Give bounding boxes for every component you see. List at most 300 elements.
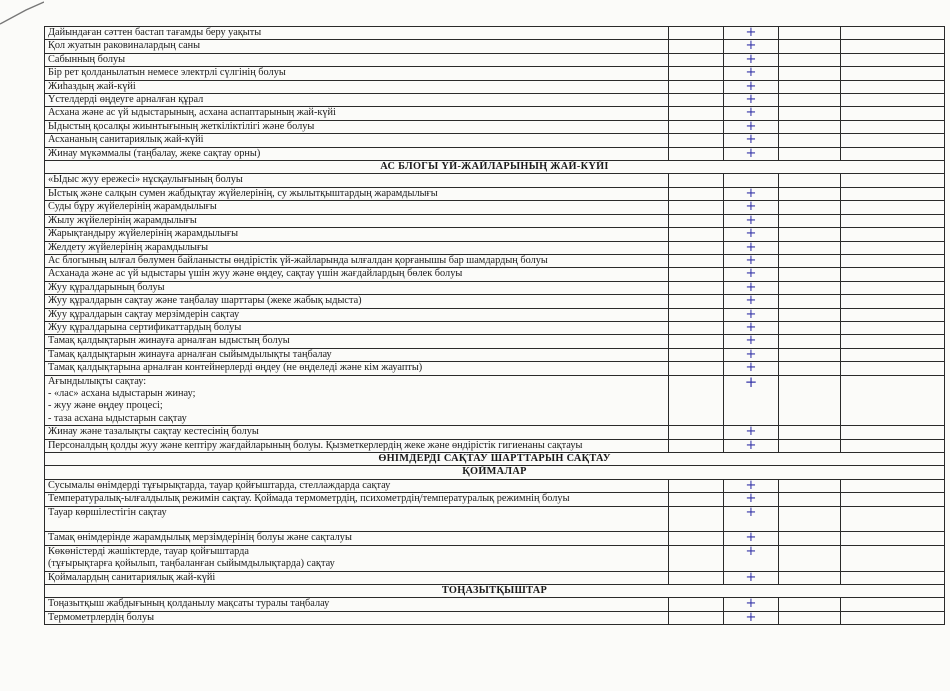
handwritten-plus-mark: +: [745, 294, 757, 309]
column-c-cell: [779, 201, 841, 214]
criterion-cell: [45, 268, 669, 281]
checklist-row: [45, 493, 945, 506]
criterion-text: Тамақ қалдықтарына арналған контейнерлерді өңдеу (не өңделеді және кім жауапты): [48, 362, 423, 374]
criterion-text: Дайындаған сәттен бастап тағамды беру уақыты: [48, 27, 262, 38]
column-d-cell: [841, 375, 945, 426]
column-d-cell: [841, 241, 945, 254]
handwritten-plus-mark: +: [745, 425, 757, 440]
column-d-cell: [841, 479, 945, 492]
checklist-row: [45, 321, 945, 334]
handwritten-plus-mark: +: [744, 375, 758, 391]
checklist-row: [45, 281, 945, 294]
section-title: ТОҢАЗЫТҚЫШТАР: [45, 585, 945, 598]
column-a-cell: [669, 426, 724, 439]
checklist-row: [45, 214, 945, 227]
column-a-cell: [669, 295, 724, 308]
compliance-mark-cell: [724, 94, 779, 107]
column-c-cell: [779, 375, 841, 426]
criterion-cell: [45, 187, 669, 200]
column-d-cell: [841, 27, 945, 40]
checklist-row: [45, 228, 945, 241]
criterion-text: Үстелдерді өңдеуге арналған құрал: [48, 94, 204, 106]
criterion-text: Температуралық-ылғалдылық режимін сақтау. Қоймада термометрдің, психометрдің/температуралық режимнің болуы: [48, 493, 570, 505]
compliance-mark-cell: [724, 201, 779, 214]
column-c-cell: [779, 611, 841, 624]
column-a-cell: [669, 241, 724, 254]
column-d-cell: [841, 228, 945, 241]
column-a-cell: [669, 545, 724, 571]
checklist-row: [45, 53, 945, 66]
criterion-text: «Ыдыс жуу ережесі» нұсқаулығының болуы: [48, 174, 243, 186]
column-a-cell: [669, 94, 724, 107]
column-d-cell: [841, 281, 945, 294]
checklist-row: [45, 241, 945, 254]
criterion-cell: [45, 308, 669, 321]
checklist-row: [45, 201, 945, 214]
column-d-cell: [841, 94, 945, 107]
section-title: ӨНІМДЕРДІ САҚТАУ ШАРТТАРЫН САҚТАУ: [45, 453, 945, 466]
criterion-cell: [45, 611, 669, 624]
checklist-row: [45, 611, 945, 624]
column-a-cell: [669, 67, 724, 80]
checklist-row: [45, 375, 945, 426]
checklist-table: [44, 26, 945, 625]
column-a-cell: [669, 201, 724, 214]
column-d-cell: [841, 214, 945, 227]
criterion-text: Ыстық және салқын сумен жабдықтау жүйелерінің, су жылытқыштардың жарамдылығы: [48, 187, 438, 199]
column-c-cell: [779, 571, 841, 584]
column-c-cell: [779, 134, 841, 147]
compliance-mark-cell: [724, 147, 779, 160]
criterion-text: Бір рет қолданылатын немесе электрлі сүлгінің болуы: [48, 67, 286, 79]
criterion-cell: [45, 107, 669, 120]
criterion-text: Термометрлердің болуы: [48, 611, 155, 623]
column-d-cell: [841, 134, 945, 147]
column-d-cell: [841, 295, 945, 308]
criterion-cell: [45, 174, 669, 187]
column-a-cell: [669, 214, 724, 227]
section-header-row: [45, 161, 945, 174]
column-a-cell: [669, 134, 724, 147]
compliance-mark-cell: [724, 268, 779, 281]
compliance-mark-cell: [724, 174, 779, 187]
handwritten-plus-mark: +: [745, 267, 757, 282]
compliance-mark-cell: [724, 479, 779, 492]
compliance-mark-cell: [724, 493, 779, 506]
criterion-text: Асхана және ас үй ыдыстарының, асхана аспаптарының жай-күйі: [48, 107, 336, 119]
column-d-cell: [841, 493, 945, 506]
column-c-cell: [779, 147, 841, 160]
criterion-cell: [45, 362, 669, 375]
criterion-text: Ыдыстың қосалқы жиынтығының жеткіліктілігі және болуы: [48, 120, 315, 132]
criterion-text: Тамақ қалдықтарын жинауға арналған ыдыстың болуы: [48, 335, 290, 347]
handwritten-plus-mark: +: [745, 39, 757, 54]
handwritten-plus-mark: +: [745, 439, 757, 453]
criterion-text: Қоймалардың санитариялық жай-күйі: [48, 571, 216, 583]
criterion-cell: [45, 120, 669, 133]
handwritten-plus-mark: +: [745, 611, 757, 625]
criterion-cell: [45, 493, 669, 506]
compliance-mark-cell: [724, 571, 779, 584]
criterion-text: - «лас» асхана ыдыстарын жинау;: [48, 387, 196, 399]
column-a-cell: [669, 335, 724, 348]
column-d-cell: [841, 335, 945, 348]
column-a-cell: [669, 571, 724, 584]
column-d-cell: [841, 426, 945, 439]
checklist-row: [45, 479, 945, 492]
column-c-cell: [779, 53, 841, 66]
column-c-cell: [779, 335, 841, 348]
column-d-cell: [841, 201, 945, 214]
column-a-cell: [669, 147, 724, 160]
criterion-cell: [45, 598, 669, 611]
column-a-cell: [669, 53, 724, 66]
column-d-cell: [841, 321, 945, 334]
criterion-text: - жуу және өңдеу процесі;: [48, 400, 163, 412]
column-a-cell: [669, 120, 724, 133]
column-c-cell: [779, 532, 841, 545]
checklist-body: [45, 27, 945, 625]
section-header-row: [45, 585, 945, 598]
criterion-cell: [45, 532, 669, 545]
handwritten-plus-mark: +: [745, 348, 757, 362]
criterion-cell: [45, 214, 669, 227]
column-a-cell: [669, 348, 724, 361]
criterion-cell: [45, 254, 669, 267]
criterion-text: Жинау мүкәммалы (таңбалау, жеке сақтау орны): [48, 147, 261, 159]
column-a-cell: [669, 439, 724, 452]
checklist-row: [45, 134, 945, 147]
column-a-cell: [669, 281, 724, 294]
handwritten-plus-mark: +: [745, 214, 757, 228]
column-a-cell: [669, 493, 724, 506]
criterion-text: [48, 519, 665, 531]
criterion-text: Тауар көршілестігін сақтау: [48, 506, 167, 518]
column-a-cell: [669, 611, 724, 624]
criterion-cell: [45, 201, 669, 214]
handwritten-plus-mark: +: [745, 545, 757, 559]
compliance-mark-cell: [724, 532, 779, 545]
criterion-text: Тамақ қалдықтарын жинауға арналған сыйымдылықты таңбалау: [48, 348, 332, 360]
checklist-row: [45, 308, 945, 321]
column-a-cell: [669, 254, 724, 267]
column-a-cell: [669, 107, 724, 120]
handwritten-plus-mark: +: [745, 479, 757, 493]
column-c-cell: [779, 94, 841, 107]
handwritten-plus-mark: +: [745, 531, 757, 546]
checklist-row: [45, 362, 945, 375]
column-a-cell: [669, 375, 724, 426]
scan-corner-mark: [0, 0, 44, 30]
checklist-row: [45, 107, 945, 120]
compliance-mark-cell: [724, 134, 779, 147]
compliance-mark-cell: [724, 40, 779, 53]
handwritten-plus-mark: +: [745, 241, 757, 255]
column-a-cell: [669, 40, 724, 53]
criterion-text: Ағындылықты сақтау:: [48, 375, 147, 387]
criterion-cell: [45, 67, 669, 80]
column-a-cell: [669, 362, 724, 375]
column-a-cell: [669, 479, 724, 492]
handwritten-plus-mark: +: [745, 93, 757, 107]
compliance-mark-cell: [724, 295, 779, 308]
criterion-cell: [45, 545, 669, 571]
column-d-cell: [841, 174, 945, 187]
compliance-mark-cell: [724, 214, 779, 227]
column-d-cell: [841, 611, 945, 624]
column-a-cell: [669, 80, 724, 93]
column-c-cell: [779, 67, 841, 80]
criterion-text: Жылу жүйелерінің жарамдылығы: [48, 214, 197, 226]
column-c-cell: [779, 426, 841, 439]
column-a-cell: [669, 27, 724, 40]
handwritten-plus-mark: +: [745, 26, 757, 40]
column-d-cell: [841, 120, 945, 133]
compliance-mark-cell: [724, 67, 779, 80]
column-a-cell: [669, 308, 724, 321]
criterion-text: - таза асхана ыдыстарын сақтау: [48, 412, 187, 424]
criterion-text: Сабынның болуы: [48, 53, 126, 65]
checklist-row: [45, 295, 945, 308]
column-c-cell: [779, 214, 841, 227]
column-c-cell: [779, 295, 841, 308]
column-c-cell: [779, 281, 841, 294]
compliance-mark-cell: [724, 187, 779, 200]
criterion-cell: [45, 228, 669, 241]
compliance-mark-cell: [724, 80, 779, 93]
checklist-row: [45, 439, 945, 452]
checklist-row: [45, 254, 945, 267]
column-a-cell: [669, 174, 724, 187]
checklist-row: [45, 174, 945, 187]
compliance-mark-cell: [724, 308, 779, 321]
column-d-cell: [841, 545, 945, 571]
compliance-mark-cell: [724, 375, 779, 426]
criterion-text: Жуу құралдарына сертификаттардың болуы: [48, 321, 242, 333]
column-c-cell: [779, 187, 841, 200]
compliance-mark-cell: [724, 241, 779, 254]
checklist-row: [45, 335, 945, 348]
criterion-cell: [45, 295, 669, 308]
compliance-mark-cell: [724, 53, 779, 66]
criterion-cell: [45, 27, 669, 40]
column-d-cell: [841, 308, 945, 321]
column-a-cell: [669, 321, 724, 334]
column-c-cell: [779, 80, 841, 93]
handwritten-plus-mark: +: [745, 66, 757, 81]
column-c-cell: [779, 228, 841, 241]
column-d-cell: [841, 254, 945, 267]
column-c-cell: [779, 27, 841, 40]
section-header-row: [45, 453, 945, 466]
criterion-text: Жуу құралдарын сақтау және таңбалау шарттары (жеке жабық ыдыста): [48, 295, 362, 307]
handwritten-plus-mark: +: [745, 597, 757, 612]
column-d-cell: [841, 598, 945, 611]
checklist-row: [45, 598, 945, 611]
compliance-mark-cell: [724, 426, 779, 439]
column-d-cell: [841, 362, 945, 375]
criterion-cell: [45, 506, 669, 532]
compliance-mark-cell: [724, 228, 779, 241]
handwritten-plus-mark: +: [745, 571, 757, 585]
column-d-cell: [841, 40, 945, 53]
handwritten-plus-mark: +: [745, 334, 757, 349]
criterion-text: (тұғырықтарға қойылып, таңбаланған сыйымдылықтарда) сақтау: [48, 558, 335, 570]
column-d-cell: [841, 532, 945, 545]
criterion-cell: [45, 426, 669, 439]
section-title: ҚОЙМАЛАР: [45, 466, 945, 479]
compliance-mark-cell: [724, 27, 779, 40]
checklist-row: [45, 187, 945, 200]
criterion-cell: [45, 134, 669, 147]
handwritten-plus-mark: +: [745, 227, 757, 241]
checklist-row: [45, 348, 945, 361]
column-c-cell: [779, 120, 841, 133]
criterion-cell: [45, 281, 669, 294]
compliance-mark-cell: [724, 107, 779, 120]
criterion-text: Ас блогының ылғал бөлумен байланысты өндірістік үй-жайларында ылғалдан қорғанышы бар шамдардың болуы: [48, 254, 548, 266]
criterion-text: Сусымалы өнімдерді тұғырықтарда, тауар қойғыштарда, стеллаждарда сақтау: [48, 479, 391, 491]
column-c-cell: [779, 174, 841, 187]
criterion-cell: [45, 335, 669, 348]
criterion-cell: [45, 439, 669, 452]
criterion-cell: [45, 348, 669, 361]
compliance-mark-cell: [724, 439, 779, 452]
column-a-cell: [669, 532, 724, 545]
column-c-cell: [779, 321, 841, 334]
section-title: АС БЛОГЫ ҮЙ-ЖАЙЛАРЫНЫҢ ЖАЙ-КҮЙІ: [45, 161, 945, 174]
handwritten-plus-mark: +: [745, 308, 757, 322]
criterion-text: Асханада және ас үй ыдыстары үшін жуу және өңдеу, сақтау үшін жағдайлардың бөлек болуы: [48, 268, 463, 280]
column-c-cell: [779, 362, 841, 375]
column-c-cell: [779, 493, 841, 506]
criterion-cell: [45, 241, 669, 254]
compliance-mark-cell: [724, 281, 779, 294]
column-d-cell: [841, 439, 945, 452]
handwritten-plus-mark: +: [745, 133, 757, 148]
compliance-mark-cell: [724, 545, 779, 571]
criterion-cell: [45, 53, 669, 66]
column-d-cell: [841, 268, 945, 281]
checklist-row: [45, 67, 945, 80]
handwritten-plus-mark: +: [745, 200, 757, 215]
compliance-mark-cell: [724, 362, 779, 375]
handwritten-plus-mark: +: [745, 53, 757, 67]
column-d-cell: [841, 80, 945, 93]
section-header-row: [45, 466, 945, 479]
column-c-cell: [779, 479, 841, 492]
column-d-cell: [841, 107, 945, 120]
compliance-mark-cell: [724, 321, 779, 334]
criterion-cell: [45, 321, 669, 334]
column-d-cell: [841, 348, 945, 361]
column-d-cell: [841, 571, 945, 584]
criterion-text: Персоналдың қолды жуу және кептіру жағдайларының болуы. Қызметкерлердің жеке және өндірістік гигиенаны сақтауы: [48, 439, 583, 451]
checklist-row: [45, 532, 945, 545]
criterion-cell: [45, 94, 669, 107]
compliance-mark-cell: [724, 611, 779, 624]
criterion-cell: [45, 40, 669, 53]
criterion-text: Көкөністерді жәшіктерде, тауар қойғыштарда: [48, 545, 249, 557]
column-a-cell: [669, 506, 724, 532]
column-a-cell: [669, 228, 724, 241]
column-c-cell: [779, 506, 841, 532]
column-a-cell: [669, 187, 724, 200]
criterion-text: Тоңазытқыш жабдығының қолданылу мақсаты туралы таңбалау: [48, 598, 330, 610]
column-a-cell: [669, 598, 724, 611]
column-c-cell: [779, 107, 841, 120]
column-c-cell: [779, 40, 841, 53]
criterion-text: Желдету жүйелерінің жарамдылығы: [48, 241, 209, 253]
criterion-cell: [45, 571, 669, 584]
checklist-row: [45, 571, 945, 584]
criterion-text: Қол жуатын раковиналардың саны: [48, 40, 201, 52]
compliance-mark-cell: [724, 120, 779, 133]
criterion-text: Суды бұру жүйелерінің жарамдылығы: [48, 201, 217, 213]
criterion-text: Асхананың санитариялық жай-күйі: [48, 134, 204, 146]
column-c-cell: [779, 308, 841, 321]
column-c-cell: [779, 268, 841, 281]
criterion-cell: [45, 375, 669, 426]
column-c-cell: [779, 545, 841, 571]
handwritten-plus-mark: +: [745, 147, 757, 161]
column-c-cell: [779, 439, 841, 452]
column-c-cell: [779, 598, 841, 611]
compliance-mark-cell: [724, 335, 779, 348]
column-c-cell: [779, 254, 841, 267]
column-d-cell: [841, 506, 945, 532]
criterion-text: Жуу құралдарының болуы: [48, 281, 165, 293]
compliance-mark-cell: [724, 254, 779, 267]
checklist-row: [45, 80, 945, 93]
criterion-cell: [45, 80, 669, 93]
column-d-cell: [841, 187, 945, 200]
compliance-mark-cell: [724, 506, 779, 532]
criterion-text: Жарықтандыру жүйелерінің жарамдылығы: [48, 228, 238, 240]
handwritten-plus-mark: +: [745, 187, 757, 201]
criterion-text: Жиһаздың жай-күйі: [48, 80, 136, 92]
handwritten-plus-mark: +: [745, 361, 757, 376]
compliance-mark-cell: [724, 598, 779, 611]
criterion-text: Жуу құралдарын сақтау мерзімдерін сақтау: [48, 308, 240, 320]
handwritten-plus-mark: +: [745, 321, 757, 335]
checklist-row: [45, 545, 945, 571]
column-d-cell: [841, 67, 945, 80]
handwritten-plus-mark: +: [745, 281, 757, 295]
column-d-cell: [841, 147, 945, 160]
checklist-row: [45, 426, 945, 439]
column-a-cell: [669, 268, 724, 281]
handwritten-plus-mark: +: [745, 492, 757, 507]
checklist-row: [45, 94, 945, 107]
checklist-row: [45, 27, 945, 40]
criterion-text: Тамақ өнімдерінде жарамдылық мерзімдерінің болуы және сақталуы: [48, 532, 352, 544]
checklist-row: [45, 268, 945, 281]
column-c-cell: [779, 241, 841, 254]
criterion-text: Жинау және тазалықты сақтау кестесінің болуы: [48, 426, 259, 438]
handwritten-plus-mark: +: [745, 106, 757, 121]
handwritten-plus-mark: +: [745, 80, 757, 94]
compliance-mark-cell: [724, 348, 779, 361]
handwritten-plus-mark: +: [745, 506, 757, 520]
checklist-row: [45, 40, 945, 53]
column-d-cell: [841, 53, 945, 66]
criterion-cell: [45, 147, 669, 160]
criterion-cell: [45, 479, 669, 492]
checklist-row: [45, 506, 945, 532]
handwritten-plus-mark: +: [745, 120, 757, 134]
column-c-cell: [779, 348, 841, 361]
